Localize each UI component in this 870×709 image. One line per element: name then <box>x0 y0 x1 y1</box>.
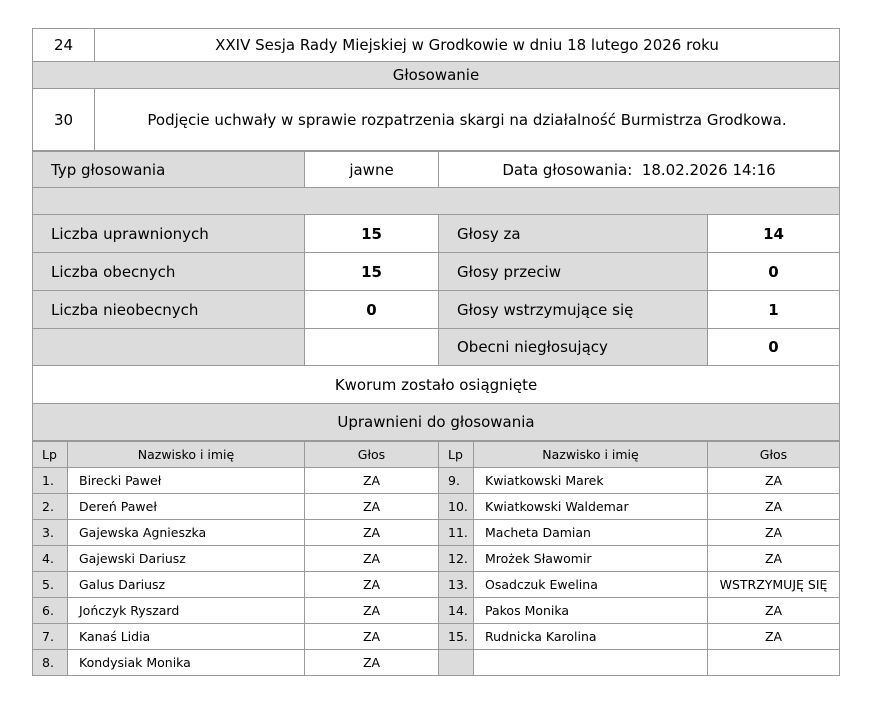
voter-lp: 10. <box>439 494 474 520</box>
voter-lp: 9. <box>439 468 474 494</box>
session-table <box>32 28 840 151</box>
voter-name: Kwiatkowski Marek <box>474 468 708 494</box>
voter-name: Gajewski Dariusz <box>68 546 305 572</box>
quorum-status: Kworum zostało osiągnięte <box>33 366 840 404</box>
session-title: XXIV Sesja Rady Miejskiej w Grodkowie w dniu 18 lutego 2026 roku <box>95 29 840 62</box>
voting-section-header: Głosowanie <box>33 62 840 89</box>
voter-vote: ZA <box>708 520 840 546</box>
name-header: Nazwisko i imię <box>68 442 305 468</box>
novote-label: Obecni niegłosujący <box>439 329 708 366</box>
voter-vote: ZA <box>708 546 840 572</box>
voter-name: Pakos Monika <box>474 598 708 624</box>
session-number: 24 <box>33 29 95 62</box>
table-row <box>33 468 840 494</box>
voter-lp: 7. <box>33 624 68 650</box>
voter-vote: ZA <box>708 468 840 494</box>
voter-name: Osadczuk Ewelina <box>474 572 708 598</box>
voter-name: Gajewska Agnieszka <box>68 520 305 546</box>
voter-lp: 5. <box>33 572 68 598</box>
voter-lp: 2. <box>33 494 68 520</box>
vote-type-value: jawne <box>305 152 439 188</box>
lp-header: Lp <box>439 442 474 468</box>
abstain-value: 1 <box>708 291 840 329</box>
voter-vote: ZA <box>305 520 439 546</box>
table-row <box>33 624 840 650</box>
entitled-value: 15 <box>305 215 439 253</box>
resolution-number: 30 <box>33 89 95 151</box>
voter-name: Rudnicka Karolina <box>474 624 708 650</box>
voting-report <box>32 28 839 676</box>
absent-label: Liczba nieobecnych <box>33 291 305 329</box>
voter-name: Kanaś Lidia <box>68 624 305 650</box>
voter-vote: WSTRZYMUJĘ SIĘ <box>708 572 840 598</box>
voter-lp: 8. <box>33 650 68 676</box>
voter-name <box>474 650 708 676</box>
voter-vote: ZA <box>305 598 439 624</box>
voter-vote <box>708 650 840 676</box>
voter-vote: ZA <box>708 598 840 624</box>
voter-vote: ZA <box>305 650 439 676</box>
table-row <box>33 650 840 676</box>
voters-header-row <box>33 442 840 468</box>
abstain-label: Głosy wstrzymujące się <box>439 291 708 329</box>
voter-vote: ZA <box>305 468 439 494</box>
table-row <box>33 520 840 546</box>
empty-cell <box>305 329 439 366</box>
voter-vote: ZA <box>708 494 840 520</box>
voter-lp: 15. <box>439 624 474 650</box>
spacer-row <box>33 188 840 215</box>
entitled-label: Liczba uprawnionych <box>33 215 305 253</box>
voter-vote: ZA <box>305 494 439 520</box>
present-value: 15 <box>305 253 439 291</box>
voter-lp: 12. <box>439 546 474 572</box>
vote-type-label: Typ głosowania <box>33 152 305 188</box>
voter-vote: ZA <box>305 546 439 572</box>
present-label: Liczba obecnych <box>33 253 305 291</box>
against-value: 0 <box>708 253 840 291</box>
voter-lp: 4. <box>33 546 68 572</box>
voter-name: Macheta Damian <box>474 520 708 546</box>
resolution-title: Podjęcie uchwały w sprawie rozpatrzenia skargi na działalność Burmistrza Grodkowa. <box>95 89 840 151</box>
voter-name: Kondysiak Monika <box>68 650 305 676</box>
table-row <box>33 494 840 520</box>
voter-lp: 6. <box>33 598 68 624</box>
for-label: Głosy za <box>439 215 708 253</box>
voter-lp: 1. <box>33 468 68 494</box>
voter-name: Dereń Paweł <box>68 494 305 520</box>
voter-lp: 11. <box>439 520 474 546</box>
voter-name: Birecki Paweł <box>68 468 305 494</box>
vote-header: Głos <box>305 442 439 468</box>
voter-name: Jończyk Ryszard <box>68 598 305 624</box>
vote-header: Głos <box>708 442 840 468</box>
voter-name: Kwiatkowski Waldemar <box>474 494 708 520</box>
voter-vote: ZA <box>708 624 840 650</box>
table-row <box>33 546 840 572</box>
vote-date <box>439 152 840 188</box>
voters-table <box>32 441 840 676</box>
vote-date-value: 18.02.2026 14:16 <box>641 160 776 179</box>
voter-lp: 13. <box>439 572 474 598</box>
table-row <box>33 572 840 598</box>
absent-value: 0 <box>305 291 439 329</box>
voter-name: Galus Dariusz <box>68 572 305 598</box>
for-value: 14 <box>708 215 840 253</box>
voter-vote: ZA <box>305 572 439 598</box>
name-header: Nazwisko i imię <box>474 442 708 468</box>
lp-header: Lp <box>33 442 68 468</box>
entitled-section-header: Uprawnieni do głosowania <box>33 404 840 441</box>
against-label: Głosy przeciw <box>439 253 708 291</box>
vote-date-label: Data głosowania: <box>502 160 633 179</box>
novote-value: 0 <box>708 329 840 366</box>
empty-cell <box>33 329 305 366</box>
voter-lp: 14. <box>439 598 474 624</box>
voter-lp: 3. <box>33 520 68 546</box>
vote-stats-table <box>32 151 840 441</box>
voter-vote: ZA <box>305 624 439 650</box>
table-row <box>33 598 840 624</box>
voter-lp <box>439 650 474 676</box>
voter-name: Mrożek Sławomir <box>474 546 708 572</box>
